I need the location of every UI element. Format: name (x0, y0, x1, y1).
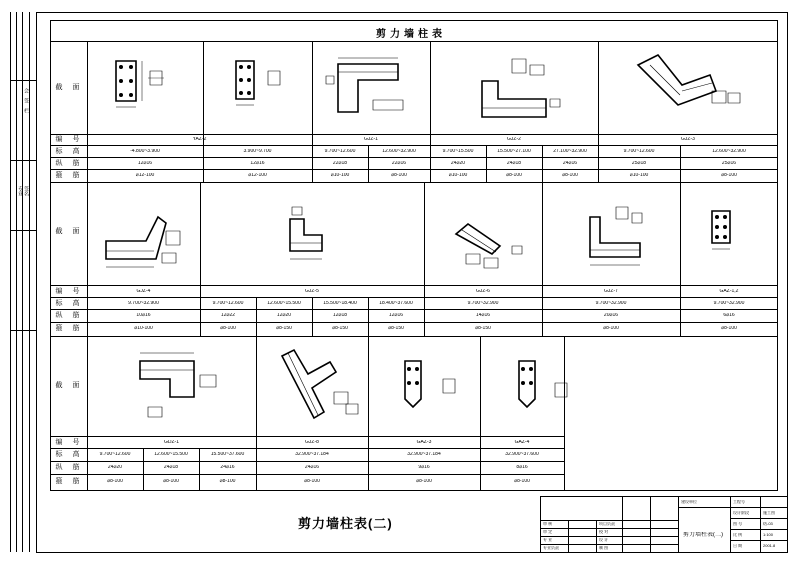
longitudinal-cell: 10⌀16 (136, 313, 151, 318)
band1-row-line (50, 169, 778, 170)
tb-label: 专 业 (543, 538, 553, 542)
stirrup-cell: ⌀8-100 (220, 326, 236, 331)
column-id: GAZ-4 (514, 440, 530, 445)
longitudinal-cell: 24⌀18 (163, 465, 179, 470)
longitudinal-cell: 8⌀16 (516, 465, 528, 470)
title-block-line (568, 520, 569, 553)
longitudinal-cell: 24⌀20 (107, 465, 123, 470)
row-label-stirrup: 箍 筋 (55, 478, 84, 485)
binding-strip-line (29, 12, 30, 552)
title-block-line (540, 528, 678, 529)
stirrup-cell: ⌀8-100 (391, 173, 407, 178)
longitudinal-cell: 24⌀16 (220, 465, 235, 470)
section-drawing-gjz2 (460, 55, 570, 130)
elevation-cell: 12.600~32.900 (382, 149, 416, 154)
row-label-id: 编 号 (55, 288, 84, 295)
stirrup-cell: ⌀8-100 (721, 326, 737, 331)
binding-strip-line (10, 160, 36, 161)
elevation-cell: 9.700~12.600 (324, 149, 356, 154)
longitudinal-cell: 12⌀22 (220, 313, 236, 318)
elevation-cell: 27.100~32.900 (553, 149, 587, 154)
stirrup-cell: ⌀10-100 (448, 173, 468, 178)
tb-label: 工程号 (733, 500, 745, 504)
stirrup-cell: ⌀8-100 (506, 173, 522, 178)
section-drawing-yaz2-a (110, 55, 170, 125)
section-drawing-gjz4 (92, 195, 197, 280)
tb-value: 施工图 (763, 511, 775, 515)
stirrup-cell: ⌀8-150 (388, 326, 404, 331)
table-title: 剪力墙柱表 (376, 29, 446, 40)
elevation-cell: 32.900~37.184 (295, 452, 329, 457)
longitudinal-cell: 12⌀16 (388, 313, 404, 318)
side-label: 栏 (23, 108, 29, 113)
longitudinal-cell: 24⌀16 (304, 465, 320, 470)
longitudinal-cell: 14⌀16 (475, 313, 491, 318)
elevation-cell: 32.900~37.184 (407, 452, 441, 457)
row-label-elevation: 标 高 (55, 300, 84, 307)
column-id: GJZ-6 (476, 289, 490, 294)
longitudinal-cell: 24⌀18 (506, 161, 522, 166)
binding-strip-line (22, 12, 23, 552)
side-label: 签 (23, 98, 29, 103)
column-id: GAZ-1,2 (719, 289, 739, 294)
band2-row-line (50, 309, 778, 310)
tb-label: 设 计 (599, 538, 609, 542)
row-label-section: 截 面 (55, 84, 84, 91)
elevation-cell: 9.700~12.600 (99, 452, 131, 457)
drawing-title: 剪力墙柱表(二) (298, 516, 393, 531)
elevation-cell: -4.800~3.900 (130, 149, 160, 154)
row-label-longitudinal: 纵 筋 (55, 160, 84, 167)
stirrup-cell: ⌀10-100 (330, 173, 350, 178)
band3-row-line (50, 474, 564, 475)
longitudinal-cell: 25⌀18 (631, 161, 647, 166)
section-drawing-gaz3 (395, 355, 465, 420)
side-label: 专业 (17, 186, 23, 196)
section-drawing-gaz4 (505, 355, 575, 420)
band2-bottom-line (50, 336, 778, 337)
band1-id-line (50, 134, 778, 135)
stirrup-cell: ⌀8-100 (163, 479, 179, 484)
tb-label: 审 定 (543, 530, 553, 534)
title-block-line (730, 518, 788, 519)
section-drawing-gjz7 (570, 195, 675, 280)
title-block-line (650, 496, 651, 553)
tb-value: 2001.8 (763, 544, 776, 548)
longitudinal-cell: 12⌀16 (250, 161, 265, 166)
elevation-cell: 9.700~32.900 (713, 301, 745, 306)
column-id: GJZ-5 (305, 289, 319, 294)
stirrup-cell: ⌀10-100 (629, 173, 649, 178)
title-block-line (540, 520, 678, 521)
tb-label: 专业负责 (543, 546, 559, 550)
elevation-cell: 9.700~12.600 (212, 301, 244, 306)
column-id: GAZ-3 (416, 440, 432, 445)
section-drawing-yaz2-b (230, 55, 290, 125)
longitudinal-cell: 12⌀20 (276, 313, 292, 318)
row-label-longitudinal: 纵 筋 (55, 312, 84, 319)
stirrup-cell: ⌀8-100 (219, 479, 236, 484)
binding-strip-line (10, 80, 36, 81)
elevation-cell: 15.500~27.100 (497, 149, 531, 154)
title-block-line (596, 520, 597, 553)
row-label-stirrup: 箍 筋 (55, 325, 84, 332)
longitudinal-cell: 24⌀16 (562, 161, 578, 166)
column-id: GDZ-1 (164, 440, 179, 445)
stirrup-cell: ⌀8-100 (304, 479, 320, 484)
column-id: GJZ-7 (604, 289, 618, 294)
longitudinal-cell: 20⌀16 (603, 313, 619, 318)
title-block-line (730, 496, 731, 553)
row-label-stirrup: 箍 筋 (55, 172, 84, 179)
tb-label: 制 图 (599, 546, 609, 550)
stirrup-cell: ⌀8-150 (332, 326, 348, 331)
tb-project-name: 剪力墙柱表(二) (683, 532, 723, 538)
title-block-line (678, 496, 679, 553)
row-label-elevation: 标 高 (55, 148, 84, 155)
tb-value: 1:100 (763, 533, 774, 537)
section-drawing-gjz1 (318, 50, 428, 130)
title-block-line (730, 540, 788, 541)
longitudinal-cell: 12⌀16 (137, 161, 153, 166)
band2-row-line (50, 322, 778, 323)
stirrup-cell: ⌀8-150 (475, 326, 491, 331)
stirrup-cell: ⌀8-100 (416, 479, 432, 484)
elevation-cell: 32.900~37.600 (505, 452, 539, 457)
column-id: GJZ-8 (305, 440, 319, 445)
binding-strip-line (10, 12, 11, 552)
band2-row-line (50, 297, 778, 298)
row-label-longitudinal: 纵 筋 (55, 464, 84, 471)
elevation-cell: 9.700~12.600 (623, 149, 655, 154)
binding-strip-line (10, 330, 36, 331)
band1-row-line (50, 145, 778, 146)
band3-row-line (50, 461, 564, 462)
elevation-cell: 12.600~32.900 (712, 149, 746, 154)
side-label: 会 (23, 88, 29, 93)
stirrup-cell: ⌀8-100 (107, 479, 123, 484)
row-label-id: 编 号 (55, 439, 84, 446)
band3-row-line (50, 448, 564, 449)
label-column-divider (87, 41, 88, 491)
column-id: YAZ-2 (192, 137, 207, 142)
elevation-cell: 3.900~9.700 (243, 149, 272, 154)
elevation-cell: 12.600~15.500 (267, 301, 301, 306)
tb-label: 校 对 (599, 530, 609, 534)
tb-label: 设计阶段 (733, 511, 749, 515)
stirrup-cell: ⌀8-100 (514, 479, 530, 484)
column-id: GJZ-4 (136, 289, 151, 294)
elevation-cell: 15.500~37.600 (210, 452, 245, 457)
longitudinal-cell: 6⌀16 (723, 313, 735, 318)
tb-label: 比 例 (733, 533, 743, 537)
section-drawing-gjz6 (440, 210, 540, 280)
longitudinal-cell: 25⌀16 (721, 161, 737, 166)
stirrup-cell: ⌀8-100 (721, 173, 737, 178)
band3-id-line (50, 436, 564, 437)
column-id: GJZ-1 (364, 137, 378, 142)
column-id: GJZ-2 (507, 137, 521, 142)
title-underline (50, 41, 778, 42)
elevation-cell: 18.400~37.600 (379, 301, 413, 306)
section-drawing-gjz3 (620, 45, 750, 130)
title-block-line (730, 529, 788, 530)
row-label-elevation: 标 高 (55, 451, 84, 458)
side-label: 签名 (23, 186, 29, 196)
title-block-line (622, 496, 623, 553)
longitudinal-cell: 24⌀20 (450, 161, 466, 166)
binding-strip-line (10, 230, 36, 231)
stirrup-cell: ⌀8-100 (603, 326, 619, 331)
tb-value: 结-03 (763, 522, 773, 526)
band1-row-line (50, 157, 778, 158)
title-block-line (540, 536, 678, 537)
stirrup-cell: ⌀12-100 (248, 173, 267, 178)
tb-label: 项目负责 (599, 522, 615, 526)
section-drawing-gjz5 (270, 205, 370, 275)
title-block-line (678, 507, 788, 508)
elevation-cell: 9.700~15.500 (442, 149, 474, 154)
binding-strip-line (16, 12, 17, 552)
elevation-cell: 9.700~32.900 (595, 301, 627, 306)
tb-label: 审 核 (543, 522, 553, 526)
band2-id-line (50, 285, 778, 286)
longitudinal-cell: 9⌀16 (418, 465, 430, 470)
elevation-cell: 15.500~18.400 (323, 301, 357, 306)
longitudinal-cell: 12⌀18 (332, 313, 348, 318)
column-id: GJZ-3 (681, 137, 695, 142)
stirrup-cell: ⌀8-100 (562, 173, 578, 178)
row-label-id: 编 号 (55, 136, 84, 143)
longitudinal-cell: 22⌀18 (332, 161, 348, 166)
stirrup-cell: ⌀12-100 (135, 173, 155, 178)
title-block-line (760, 496, 761, 553)
elevation-cell: 9.700~32.900 (467, 301, 499, 306)
row-label-section: 截 面 (55, 382, 84, 389)
elevation-cell: 12.600~15.500 (154, 452, 188, 457)
tb-label: 日 期 (733, 544, 743, 548)
section-drawing-gjz8 (262, 340, 367, 435)
longitudinal-cell: 22⌀16 (391, 161, 407, 166)
elevation-cell: 9.700~32.900 (128, 301, 159, 306)
title-block-line (540, 544, 678, 545)
band1-bottom-line (50, 182, 778, 183)
tb-label: 图 号 (733, 522, 743, 526)
section-drawing-gdz1 (120, 345, 250, 430)
tb-label: 建设单位 (681, 500, 697, 504)
stirrup-cell: ⌀10-100 (134, 326, 153, 331)
row-label-section: 截 面 (55, 228, 84, 235)
stirrup-cell: ⌀8-150 (276, 326, 292, 331)
section-drawing-gaz12 (700, 205, 760, 265)
